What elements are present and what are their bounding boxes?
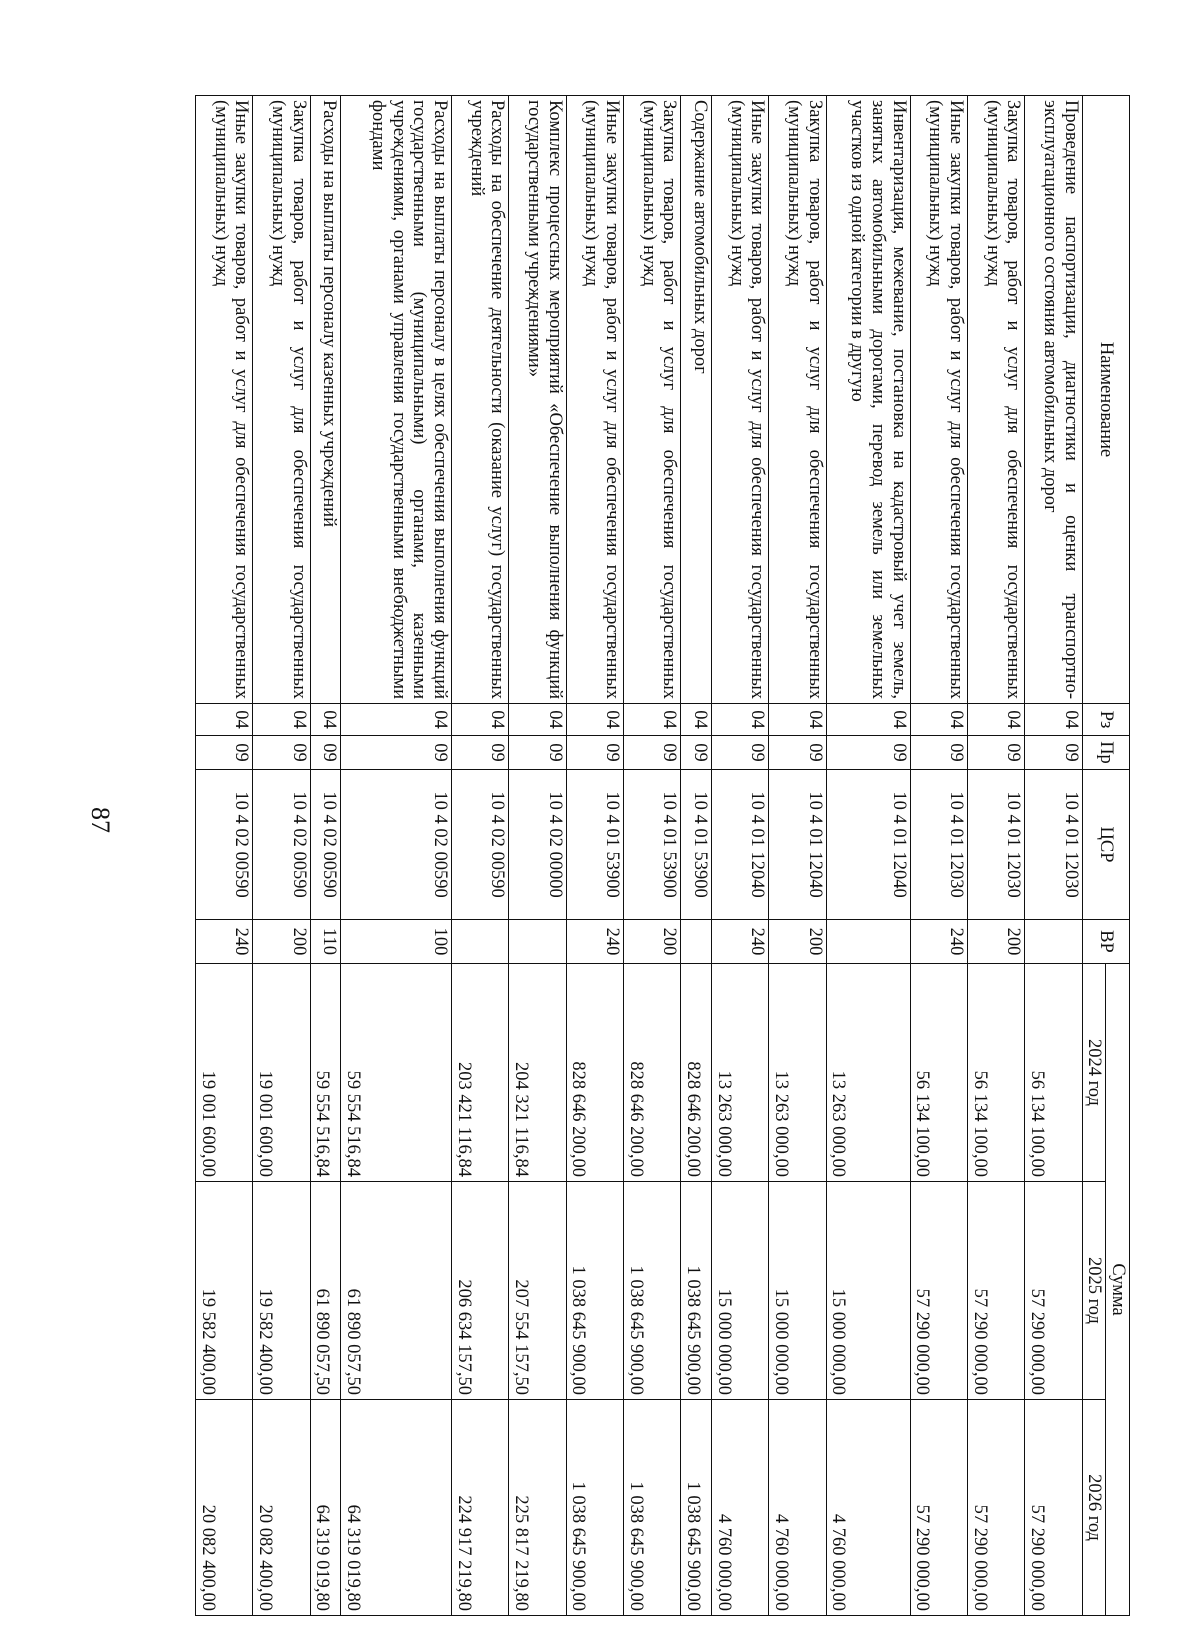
cell-pr: 09 (967, 736, 1024, 770)
cell-pr: 09 (1025, 736, 1082, 770)
page-number: 87 (86, 807, 115, 833)
rotated-table-container (195, 95, 1130, 1615)
cell-name: Расходы на выплаты персоналу казенных учреждений (310, 96, 341, 704)
cell-y2026: 57 290 000,00 (910, 1400, 967, 1616)
cell-pr: 09 (253, 736, 310, 770)
cell-csr: 10 4 01 12040 (769, 770, 826, 920)
cell-csr: 10 4 01 12040 (711, 770, 768, 920)
cell-pr: 09 (624, 736, 681, 770)
cell-y2025: 19 582 400,00 (196, 1182, 253, 1400)
cell-y2025: 207 554 157,50 (509, 1182, 566, 1400)
cell-name: Расходы на обеспечение деятельности (оказание услуг) государственных учреждений (452, 96, 509, 704)
table-row (509, 96, 566, 1616)
cell-y2024: 203 421 116,84 (452, 964, 509, 1182)
table-row (711, 96, 768, 1616)
cell-name: Закупка товаров, работ и услуг для обеспечения государственных (муниципальных) нужд (967, 96, 1024, 704)
cell-vr (509, 920, 566, 964)
cell-y2025: 57 290 000,00 (910, 1182, 967, 1400)
cell-vr (681, 920, 712, 964)
cell-csr: 10 4 01 12030 (1025, 770, 1082, 920)
table-row (341, 96, 452, 1616)
cell-y2024: 56 134 100,00 (910, 964, 967, 1182)
cell-y2024: 204 321 116,84 (509, 964, 566, 1182)
cell-y2025: 15 000 000,00 (769, 1182, 826, 1400)
cell-pr: 09 (711, 736, 768, 770)
cell-y2026: 4 760 000,00 (826, 1400, 910, 1616)
cell-rz: 04 (196, 704, 253, 736)
cell-y2024: 13 263 000,00 (769, 964, 826, 1182)
cell-csr: 10 4 01 53900 (681, 770, 712, 920)
header-rz: Рз (1082, 704, 1129, 736)
cell-rz: 04 (452, 704, 509, 736)
cell-csr: 10 4 02 00590 (452, 770, 509, 920)
cell-y2026: 64 319 019,80 (310, 1400, 341, 1616)
cell-y2025: 19 582 400,00 (253, 1182, 310, 1400)
cell-rz: 04 (624, 704, 681, 736)
cell-y2024: 19 001 600,00 (253, 964, 310, 1182)
cell-name: Инвентаризация, межевание, постановка на кадастровый учет земель, занятых автомобильными дорогами, перевод земель или земельных участков из одной категории в другую (826, 96, 910, 704)
table-row (681, 96, 712, 1616)
cell-y2024: 19 001 600,00 (196, 964, 253, 1182)
cell-vr: 240 (566, 920, 623, 964)
table-body (196, 96, 1083, 1616)
cell-y2026: 20 082 400,00 (196, 1400, 253, 1616)
header-sum: Сумма (1106, 964, 1130, 1616)
header-name: Наименование (1082, 96, 1129, 704)
cell-y2026: 20 082 400,00 (253, 1400, 310, 1616)
cell-csr: 10 4 01 53900 (624, 770, 681, 920)
cell-pr: 09 (769, 736, 826, 770)
cell-pr: 09 (509, 736, 566, 770)
table-row (196, 96, 253, 1616)
header-csr: ЦСР (1082, 770, 1129, 920)
cell-csr: 10 4 01 53900 (566, 770, 623, 920)
header-2025: 2025 год (1082, 1182, 1106, 1400)
cell-rz: 04 (826, 704, 910, 736)
cell-pr: 09 (196, 736, 253, 770)
cell-rz: 04 (769, 704, 826, 736)
header-pr: Пр (1082, 736, 1129, 770)
cell-y2025: 61 890 057,50 (310, 1182, 341, 1400)
table-row (769, 96, 826, 1616)
cell-y2024: 13 263 000,00 (826, 964, 910, 1182)
cell-y2024: 59 554 516,84 (310, 964, 341, 1182)
cell-y2024: 828 646 200,00 (624, 964, 681, 1182)
cell-y2025: 57 290 000,00 (1025, 1182, 1082, 1400)
cell-rz: 04 (566, 704, 623, 736)
cell-y2026: 4 760 000,00 (769, 1400, 826, 1616)
cell-pr: 09 (566, 736, 623, 770)
table-row (826, 96, 910, 1616)
cell-vr: 240 (711, 920, 768, 964)
cell-vr: 100 (341, 920, 452, 964)
cell-csr: 10 4 01 12040 (826, 770, 910, 920)
cell-pr: 09 (452, 736, 509, 770)
cell-y2026: 225 817 219,80 (509, 1400, 566, 1616)
cell-rz: 04 (310, 704, 341, 736)
cell-y2024: 56 134 100,00 (1025, 964, 1082, 1182)
cell-vr: 200 (253, 920, 310, 964)
cell-name: Иные закупки товаров, работ и услуг для обеспечения государственных (муниципальных) нужд (566, 96, 623, 704)
cell-y2025: 1 038 645 900,00 (624, 1182, 681, 1400)
cell-rz: 04 (253, 704, 310, 736)
cell-name: Закупка товаров, работ и услуг для обеспечения государственных (муниципальных) нужд (769, 96, 826, 704)
cell-name: Иные закупки товаров, работ и услуг для обеспечения государственных (муниципальных) нужд (910, 96, 967, 704)
cell-rz: 04 (681, 704, 712, 736)
cell-y2026: 1 038 645 900,00 (681, 1400, 712, 1616)
header-vr: ВР (1082, 920, 1129, 964)
cell-y2025: 206 634 157,50 (452, 1182, 509, 1400)
cell-csr: 10 4 02 00590 (310, 770, 341, 920)
cell-y2025: 57 290 000,00 (967, 1182, 1024, 1400)
cell-y2024: 828 646 200,00 (566, 964, 623, 1182)
cell-rz: 04 (711, 704, 768, 736)
cell-rz: 04 (1025, 704, 1082, 736)
cell-vr (826, 920, 910, 964)
cell-rz: 04 (509, 704, 566, 736)
cell-pr: 09 (681, 736, 712, 770)
cell-name: Проведение паспортизации, диагностики и оценки транспортно-эксплуатационного состояния автомобильных дорог (1025, 96, 1082, 704)
cell-vr: 110 (310, 920, 341, 964)
cell-csr: 10 4 02 00000 (509, 770, 566, 920)
cell-vr: 200 (624, 920, 681, 964)
cell-name: Закупка товаров, работ и услуг для обеспечения государственных (муниципальных) нужд (624, 96, 681, 704)
cell-vr: 200 (769, 920, 826, 964)
cell-name: Расходы на выплаты персоналу в целях обеспечения выполнения функций государственными (муниципальными) органами, казенными учреждениями, органами управления государственными внебюджетными фондами (341, 96, 452, 704)
budget-table (195, 95, 1130, 1616)
cell-rz: 04 (967, 704, 1024, 736)
cell-csr: 10 4 02 00590 (196, 770, 253, 920)
cell-rz: 04 (910, 704, 967, 736)
table-row (1025, 96, 1082, 1616)
table-row (253, 96, 310, 1616)
cell-y2025: 15 000 000,00 (826, 1182, 910, 1400)
cell-y2024: 59 554 516,84 (341, 964, 452, 1182)
cell-csr: 10 4 01 12030 (967, 770, 1024, 920)
cell-vr: 240 (196, 920, 253, 964)
cell-csr: 10 4 02 00590 (253, 770, 310, 920)
cell-y2026: 57 290 000,00 (967, 1400, 1024, 1616)
cell-y2025: 15 000 000,00 (711, 1182, 768, 1400)
cell-y2026: 57 290 000,00 (1025, 1400, 1082, 1616)
table-row (452, 96, 509, 1616)
cell-csr: 10 4 01 12030 (910, 770, 967, 920)
header-row-1 (1106, 96, 1130, 1616)
cell-y2025: 1 038 645 900,00 (681, 1182, 712, 1400)
cell-csr: 10 4 02 00590 (341, 770, 452, 920)
table-row (310, 96, 341, 1616)
cell-name: Закупка товаров, работ и услуг для обеспечения государственных (муниципальных) нужд (253, 96, 310, 704)
table-row (566, 96, 623, 1616)
cell-vr: 240 (910, 920, 967, 964)
cell-y2026: 64 319 019,80 (341, 1400, 452, 1616)
cell-pr: 09 (910, 736, 967, 770)
table-row (624, 96, 681, 1616)
cell-name: Содержание автомобильных дорог (681, 96, 712, 704)
cell-y2024: 56 134 100,00 (967, 964, 1024, 1182)
cell-y2026: 224 917 219,80 (452, 1400, 509, 1616)
table-row (910, 96, 967, 1616)
cell-name: Комплекс процессных мероприятий «Обеспечение выполнения функций государственными учреждениями» (509, 96, 566, 704)
header-2024: 2024 год (1082, 964, 1106, 1182)
cell-y2026: 1 038 645 900,00 (624, 1400, 681, 1616)
cell-name: Иные закупки товаров, работ и услуг для обеспечения государственных (муниципальных) нужд (196, 96, 253, 704)
cell-y2024: 13 263 000,00 (711, 964, 768, 1182)
header-2026: 2026 год (1082, 1400, 1106, 1616)
cell-y2025: 1 038 645 900,00 (566, 1182, 623, 1400)
cell-pr: 09 (341, 736, 452, 770)
cell-y2026: 4 760 000,00 (711, 1400, 768, 1616)
cell-vr (452, 920, 509, 964)
table-row (967, 96, 1024, 1616)
cell-y2024: 828 646 200,00 (681, 964, 712, 1182)
cell-vr: 200 (967, 920, 1024, 964)
cell-rz: 04 (341, 704, 452, 736)
cell-name: Иные закупки товаров, работ и услуг для обеспечения государственных (муниципальных) нужд (711, 96, 768, 704)
cell-pr: 09 (310, 736, 341, 770)
cell-y2026: 1 038 645 900,00 (566, 1400, 623, 1616)
cell-vr (1025, 920, 1082, 964)
cell-pr: 09 (826, 736, 910, 770)
cell-y2025: 61 890 057,50 (341, 1182, 452, 1400)
